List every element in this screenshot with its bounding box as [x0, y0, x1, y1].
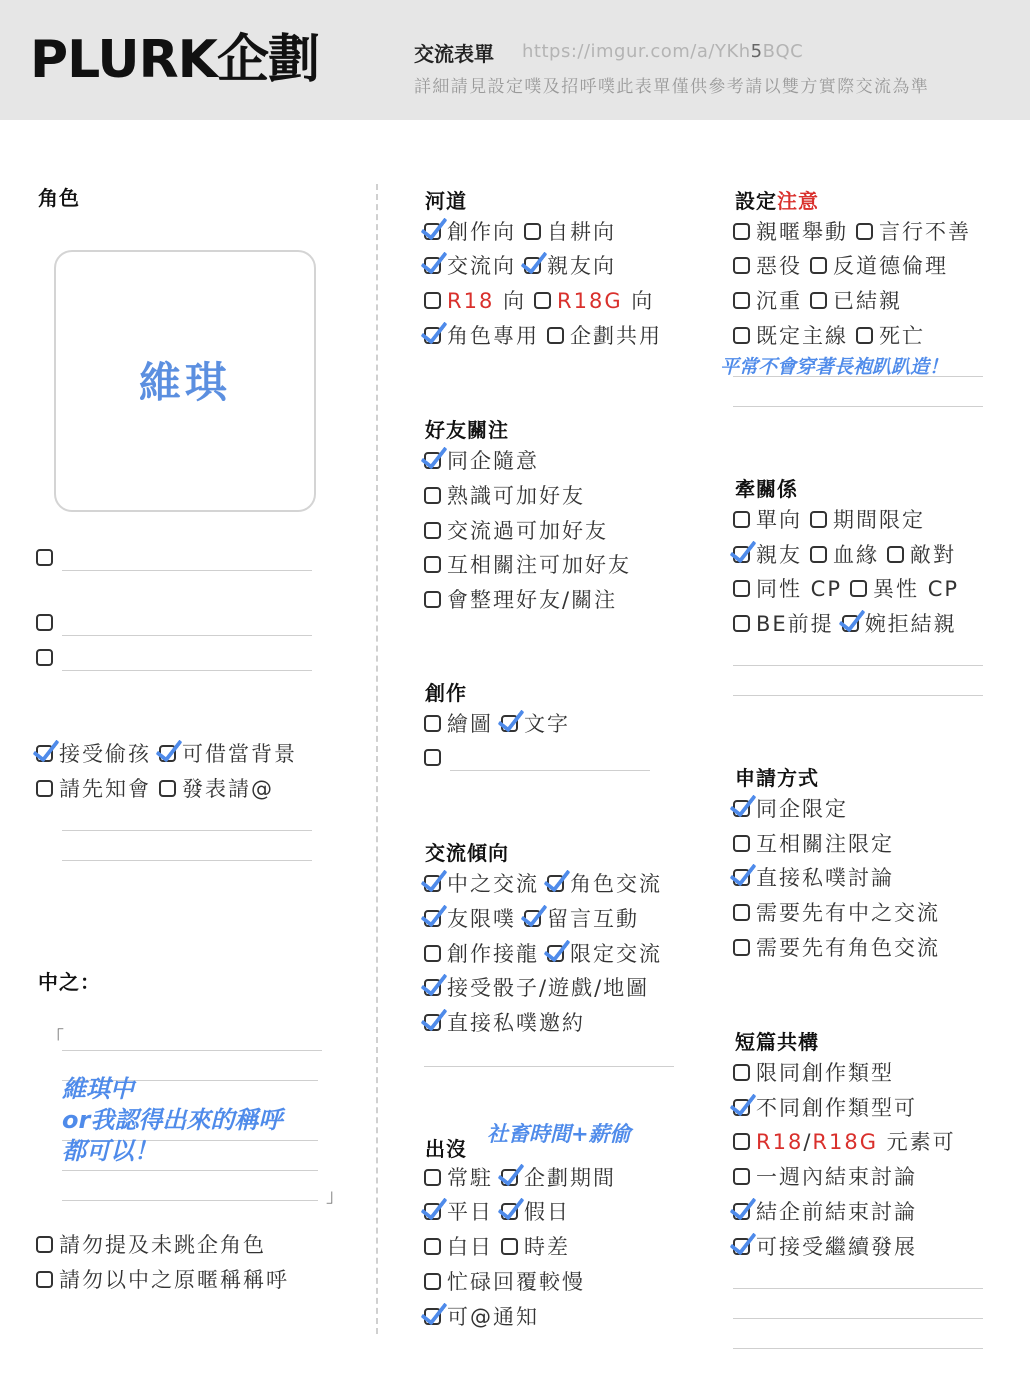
- option-label: 企劃期間: [524, 1166, 616, 1190]
- blank-line: [62, 1050, 322, 1051]
- checkbox-checked[interactable]: [424, 223, 441, 240]
- appearance-row: [424, 1268, 585, 1296]
- checkbox[interactable]: [810, 292, 827, 309]
- checkbox[interactable]: [534, 292, 551, 309]
- appearance-row: [424, 1233, 570, 1261]
- option-label: 會整理好友/關注: [447, 588, 618, 612]
- header: [0, 0, 1030, 120]
- checkbox-checked[interactable]: [524, 910, 541, 927]
- option-label: 同性 CP: [756, 577, 843, 601]
- blank-line: [62, 860, 312, 861]
- avatar-name: 維琪: [138, 358, 231, 407]
- separator-label: /: [803, 1130, 813, 1154]
- option-label: 平日: [447, 1200, 493, 1224]
- option-label: 自耕向: [547, 220, 616, 244]
- checkbox-checked[interactable]: [733, 869, 750, 886]
- url-prefix: https://imgur.com/a/YKh: [522, 41, 751, 62]
- option-label: 限定交流: [570, 942, 662, 966]
- interaction-row: [424, 1009, 585, 1037]
- checkbox[interactable]: [524, 223, 541, 240]
- option-label: 同企限定: [756, 797, 848, 821]
- note-line: 維琪中: [62, 1075, 134, 1103]
- checkbox-checked[interactable]: [424, 327, 441, 344]
- friends-row: [424, 517, 608, 545]
- appearance-row: [424, 1198, 570, 1226]
- checkbox[interactable]: [810, 511, 827, 528]
- option-label: 直接私噗邀約: [447, 1011, 585, 1035]
- checkbox-checked[interactable]: [36, 745, 53, 762]
- option-label: 請勿以中之原暱稱稱呼: [59, 1268, 289, 1292]
- checkbox-checked[interactable]: [733, 1099, 750, 1116]
- option-label: 婉拒結親: [864, 612, 957, 636]
- short-row: [733, 1094, 917, 1122]
- checkbox-checked[interactable]: [424, 875, 441, 892]
- option-label: 互相關注限定: [756, 832, 894, 856]
- checkbox-checked[interactable]: [547, 875, 564, 892]
- checkbox[interactable]: [733, 257, 750, 274]
- blank-line: [733, 695, 983, 696]
- player-rule: [36, 1266, 289, 1294]
- checkbox[interactable]: [424, 292, 441, 309]
- option-label: 單向: [756, 508, 802, 532]
- checkbox[interactable]: [733, 1064, 750, 1081]
- checkbox[interactable]: [36, 549, 53, 566]
- option-label: 需要先有角色交流: [756, 936, 940, 960]
- appearance-title: 出沒: [425, 1137, 467, 1161]
- option-label: 親友向: [547, 254, 616, 278]
- checkbox-checked[interactable]: [424, 1203, 441, 1220]
- option-label: 接受偷孩: [59, 742, 151, 766]
- option-label: 熟識可加好友: [447, 484, 585, 508]
- short-row: [733, 1233, 917, 1261]
- checkbox[interactable]: [733, 327, 750, 344]
- checkbox[interactable]: [36, 1271, 53, 1288]
- checkbox[interactable]: [733, 939, 750, 956]
- blank-option-3[interactable]: [36, 644, 59, 672]
- checkbox-checked[interactable]: [547, 945, 564, 962]
- rating-label: R18: [447, 289, 495, 313]
- apply-row: [733, 795, 848, 823]
- blank-line: [733, 376, 983, 377]
- relations-row: [733, 610, 957, 638]
- checkbox[interactable]: [424, 556, 441, 573]
- checkbox[interactable]: [424, 522, 441, 539]
- blank-line: [62, 670, 312, 671]
- creation-row: [424, 710, 570, 738]
- relations-row: [733, 541, 956, 569]
- apply-row: [733, 864, 894, 892]
- url-bold: 5: [750, 41, 763, 62]
- option-label: 惡役: [756, 254, 802, 278]
- relations-row: [733, 506, 925, 534]
- checkbox[interactable]: [424, 749, 441, 766]
- close-bracket: 」: [326, 1186, 344, 1207]
- settings-row: [733, 252, 948, 280]
- option-label: 需要先有中之交流: [756, 901, 940, 925]
- checkbox[interactable]: [810, 546, 827, 563]
- option-label: BE前提: [756, 612, 834, 636]
- checkbox[interactable]: [36, 780, 53, 797]
- option-label: 互相關注可加好友: [447, 553, 631, 577]
- option-label: 常駐: [447, 1166, 493, 1190]
- friends-row: [424, 482, 585, 510]
- interaction-row: [424, 870, 662, 898]
- interaction-title: 交流傾向: [425, 841, 509, 865]
- checkbox-checked[interactable]: [733, 1203, 750, 1220]
- river-row: [424, 218, 616, 246]
- checkbox[interactable]: [36, 649, 53, 666]
- checkbox[interactable]: [810, 257, 827, 274]
- option-label: 親友: [756, 543, 802, 567]
- option-label: 角色專用: [447, 324, 539, 348]
- checkbox-checked[interactable]: [733, 546, 750, 563]
- apply-row: [733, 899, 940, 927]
- river-title: 河道: [425, 189, 467, 213]
- option-label: 直接私噗討論: [756, 866, 894, 890]
- blank-line: [733, 406, 983, 407]
- checkbox[interactable]: [424, 715, 441, 732]
- note-line: 都可以！: [62, 1137, 158, 1165]
- checkbox[interactable]: [733, 835, 750, 852]
- friends-title: 好友關注: [425, 418, 509, 442]
- option-label: 繪圖: [447, 712, 493, 736]
- checkbox[interactable]: [733, 1133, 750, 1150]
- checkbox-checked[interactable]: [524, 257, 541, 274]
- relations-title: 牽關係: [735, 477, 798, 501]
- blank-line: [62, 830, 312, 831]
- option-label: 既定主線: [756, 324, 848, 348]
- checkbox[interactable]: [887, 546, 904, 563]
- checkbox[interactable]: [733, 904, 750, 921]
- option-label: 中之交流: [447, 872, 539, 896]
- checkbox[interactable]: [850, 580, 867, 597]
- option-label: 時差: [524, 1235, 570, 1259]
- river-row: [424, 322, 662, 350]
- checkbox-checked[interactable]: [424, 1308, 441, 1325]
- checkbox[interactable]: [424, 945, 441, 962]
- column-divider: [376, 184, 378, 1334]
- option-label: 發表請@: [182, 777, 274, 801]
- settings-row: [733, 322, 925, 350]
- apply-row: [733, 934, 940, 962]
- rating-label: R18G: [557, 289, 623, 313]
- checkbox-checked[interactable]: [501, 715, 518, 732]
- checkbox[interactable]: [159, 780, 176, 797]
- option-label: 同企隨意: [447, 449, 539, 473]
- checkbox[interactable]: [424, 591, 441, 608]
- option-label: 白日: [447, 1235, 493, 1259]
- option-label: 血緣: [833, 543, 879, 567]
- checkbox[interactable]: [733, 615, 750, 632]
- rating-label: R18G: [812, 1130, 878, 1154]
- option-label: 可借當背景: [182, 742, 297, 766]
- short-row: [733, 1198, 917, 1226]
- blank-line: [62, 1200, 318, 1201]
- checkbox[interactable]: [733, 1168, 750, 1185]
- option-label: 企劃共用: [570, 324, 662, 348]
- option-label: 假日: [524, 1200, 570, 1224]
- short-row: [733, 1163, 917, 1191]
- settings-title: [735, 185, 819, 214]
- relations-row: [733, 575, 959, 603]
- open-bracket: 「: [46, 1028, 64, 1049]
- checkbox-checked[interactable]: [842, 615, 859, 632]
- option-label: 接受骰子/遊戲/地圖: [447, 976, 650, 1000]
- checkbox-checked[interactable]: [501, 1203, 518, 1220]
- option-label: 親暱舉動: [756, 220, 848, 244]
- option-label: 請先知會: [59, 777, 151, 801]
- friends-row: [424, 586, 617, 614]
- option-label: 向: [503, 289, 527, 313]
- option-label: 忙碌回覆較慢: [447, 1270, 585, 1294]
- player-rule: [36, 1231, 266, 1259]
- rating-label: R18: [756, 1130, 804, 1154]
- avatar-frame: [54, 250, 316, 512]
- interaction-row: [424, 940, 662, 968]
- short-row: [733, 1059, 894, 1087]
- checkbox[interactable]: [424, 487, 441, 504]
- option-label: 可接受繼續發展: [756, 1235, 917, 1259]
- appearance-row: [424, 1303, 539, 1331]
- checkbox-checked[interactable]: [159, 745, 176, 762]
- checkbox[interactable]: [424, 1169, 441, 1186]
- blank-line: [424, 1066, 674, 1067]
- apply-title: 申請方式: [735, 766, 819, 790]
- checkbox[interactable]: [856, 327, 873, 344]
- appearance-row: [424, 1164, 616, 1192]
- option-label: 文字: [524, 712, 570, 736]
- blank-option-1[interactable]: [36, 544, 59, 572]
- checkbox-checked[interactable]: [733, 1238, 750, 1255]
- option-label: 創作接龍: [447, 942, 539, 966]
- checkbox[interactable]: [36, 1236, 53, 1253]
- blank-line: [62, 570, 312, 571]
- checkbox[interactable]: [424, 1273, 441, 1290]
- option-label: 元素可: [878, 1130, 956, 1154]
- option-label: 交流向: [447, 254, 516, 278]
- option-label: 期間限定: [833, 508, 925, 532]
- interaction-row: [424, 974, 649, 1002]
- option-label: 創作向: [447, 220, 516, 244]
- river-row: [424, 287, 654, 315]
- role-rule-row: [36, 740, 297, 768]
- blank-line: [733, 1348, 983, 1349]
- option-label: 一週內結束討論: [756, 1165, 917, 1189]
- player-title: 中之：: [38, 970, 101, 994]
- settings-title-red: 注意: [777, 189, 819, 213]
- checkbox[interactable]: [501, 1238, 518, 1255]
- blank-line: [733, 665, 983, 666]
- option-label: 結企前結束討論: [756, 1200, 917, 1224]
- url-suffix: BQC: [762, 41, 804, 62]
- interaction-row: [424, 905, 639, 933]
- blank-option-2[interactable]: [36, 609, 59, 637]
- option-label: 可@通知: [447, 1305, 539, 1329]
- form-subtitle: 詳細請見設定噗及招呼噗此表單僅供參考請以雙方實際交流為準: [414, 77, 930, 97]
- checkbox[interactable]: [733, 511, 750, 528]
- option-label: 敵對: [910, 543, 956, 567]
- blank-option[interactable]: [424, 744, 447, 772]
- settings-note: 平常不會穿著長袍趴趴造！: [720, 356, 949, 378]
- blank-line: [62, 1170, 318, 1171]
- option-label: 不同創作類型可: [756, 1096, 917, 1120]
- river-row: [424, 252, 616, 280]
- settings-row: [733, 218, 971, 246]
- checkbox-checked[interactable]: [733, 800, 750, 817]
- option-label: 死亡: [879, 324, 925, 348]
- option-label: 請勿提及未跳企角色: [59, 1233, 266, 1257]
- option-label: 異性 CP: [873, 577, 960, 601]
- settings-title-main: 設定: [735, 189, 777, 213]
- checkbox-checked[interactable]: [424, 910, 441, 927]
- checkbox[interactable]: [733, 580, 750, 597]
- note-line: or我認得出來的稱呼: [62, 1106, 283, 1134]
- blank-line: [733, 1318, 983, 1319]
- logo: PLURK企劃: [30, 30, 319, 90]
- checkbox[interactable]: [424, 1238, 441, 1255]
- checkbox-checked[interactable]: [501, 1169, 518, 1186]
- blank-line: [450, 770, 650, 771]
- blank-line: [62, 635, 312, 636]
- creation-title: 創作: [425, 681, 467, 705]
- checkbox[interactable]: [36, 614, 53, 631]
- short-row: [733, 1128, 956, 1156]
- checkbox-checked[interactable]: [424, 1014, 441, 1031]
- role-rule-row: [36, 775, 274, 803]
- short-title: 短篇共構: [735, 1030, 819, 1054]
- form-title: 交流表單: [414, 42, 494, 66]
- option-label: 角色交流: [570, 872, 662, 896]
- option-label: 限同創作類型: [756, 1061, 894, 1085]
- option-label: 言行不善: [879, 220, 971, 244]
- role-title: 角色: [38, 186, 80, 210]
- option-label: 向: [631, 289, 655, 313]
- option-label: 交流過可加好友: [447, 519, 608, 543]
- appearance-note: 社畜時間+薪偷: [487, 1122, 631, 1146]
- checkbox[interactable]: [733, 292, 750, 309]
- option-label: 留言互動: [547, 907, 639, 931]
- checkbox[interactable]: [856, 223, 873, 240]
- checkbox-checked[interactable]: [424, 452, 441, 469]
- settings-row: [733, 287, 902, 315]
- checkbox[interactable]: [733, 223, 750, 240]
- friends-row: [424, 551, 631, 579]
- option-label: 反道德倫理: [833, 254, 948, 278]
- blank-line: [733, 1288, 983, 1289]
- form-url[interactable]: [522, 41, 803, 62]
- option-label: 沉重: [756, 289, 802, 313]
- option-label: 友限噗: [447, 907, 516, 931]
- checkbox-checked[interactable]: [424, 979, 441, 996]
- checkbox-checked[interactable]: [424, 257, 441, 274]
- option-label: 已結親: [833, 289, 902, 313]
- friends-row: [424, 447, 539, 475]
- apply-row: [733, 830, 894, 858]
- player-note: [62, 1074, 282, 1167]
- checkbox[interactable]: [547, 327, 564, 344]
